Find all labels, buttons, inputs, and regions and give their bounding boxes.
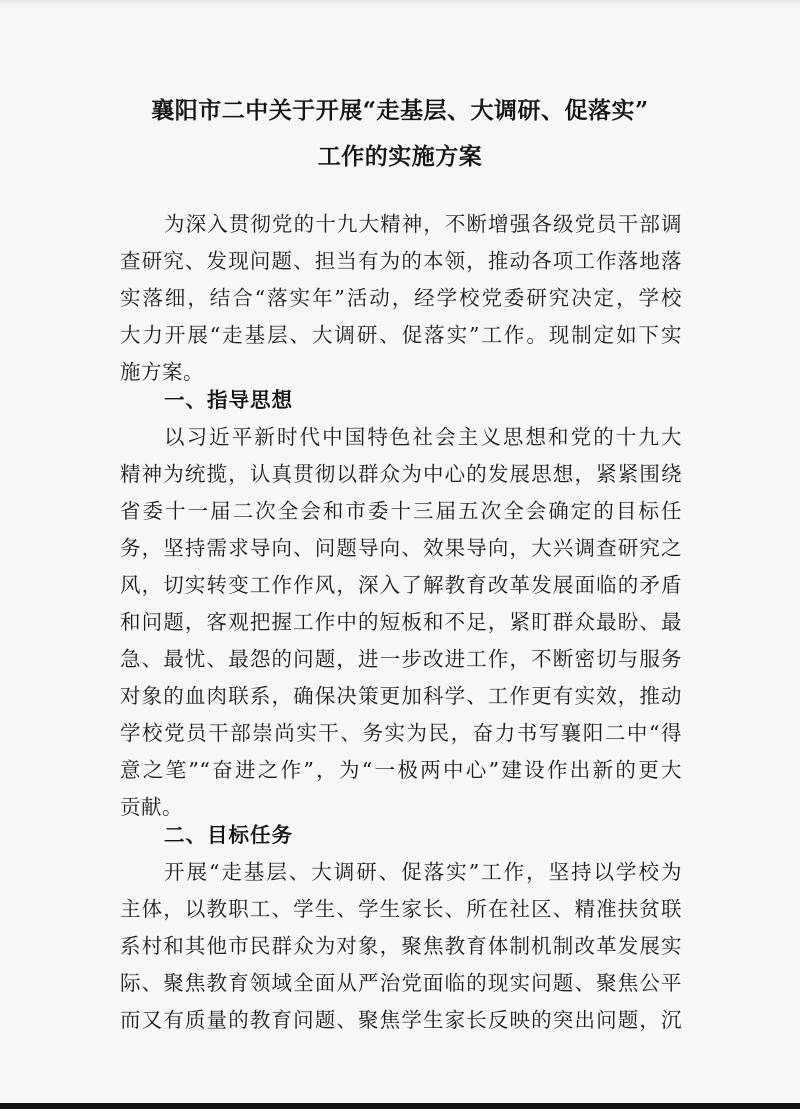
document-title-line-2: 工作的实施方案 bbox=[317, 143, 483, 170]
intro-line: 施方案。 bbox=[120, 360, 204, 384]
intro-line: 查研究、发现问题、担当有为的本领，推动各项工作落地落 bbox=[120, 249, 682, 273]
section1-line: 对象的血肉联系，确保决策更加科学、工作更有实效，推动 bbox=[120, 684, 682, 708]
section1-line: 风，切实转变工作作风，深入了解教育改革发展面临的矛盾 bbox=[120, 573, 682, 597]
section2-line: 主体，以教职工、学生、学生家长、所在社区、精准扶贫联 bbox=[120, 897, 682, 921]
intro-line: 实落细，结合“落实年”活动，经学校党委研究决定，学校 bbox=[120, 286, 682, 310]
section1-line: 学校党员干部崇尚实干、务实为民，奋力书写襄阳二中“得 bbox=[120, 721, 682, 745]
section1-line: 务，坚持需求导向、问题导向、效果导向，大兴调查研究之 bbox=[120, 536, 682, 560]
intro-line: 大力开展“走基层、大调研、促落实”工作。现制定如下实 bbox=[120, 323, 682, 347]
section1-line: 精神为统揽，认真贯彻以群众为中心的发展思想，紧紧围绕 bbox=[120, 462, 682, 486]
section2-line: 际、聚焦教育领域全面从严治党面临的现实问题、聚焦公平 bbox=[120, 971, 682, 995]
section2-line: 开展“走基层、大调研、促落实”工作，坚持以学校为 bbox=[164, 860, 682, 884]
section1-line: 意之笔”“奋进之作”，为“一极两中心”建设作出新的更大 bbox=[120, 758, 682, 782]
section1-line: 省委十一届二次全会和市委十三届五次全会确定的目标任 bbox=[120, 499, 682, 523]
document-title-line-1: 襄阳市二中关于开展“走基层、大调研、促落实” bbox=[151, 97, 649, 124]
section2-line: 系村和其他市民群众为对象，聚焦教育体制机制改革发展实 bbox=[120, 934, 682, 958]
section2-line: 而又有质量的教育问题、聚焦学生家长反映的突出问题，沉 bbox=[120, 1008, 682, 1032]
scan-bottom-edge bbox=[0, 1103, 800, 1109]
intro-line: 为深入贯彻党的十九大精神，不断增强各级党员干部调 bbox=[164, 212, 682, 236]
section1-line: 以习近平新时代中国特色社会主义思想和党的十九大 bbox=[164, 425, 682, 449]
section-heading-guiding-ideology: 一、指导思想 bbox=[164, 388, 293, 412]
section-heading-objectives: 二、目标任务 bbox=[164, 823, 293, 847]
scan-top-edge bbox=[0, 0, 800, 6]
section1-line: 贡献。 bbox=[120, 795, 183, 819]
section1-line: 和问题，客观把握工作中的短板和不足，紧盯群众最盼、最 bbox=[120, 610, 682, 634]
section1-line: 急、最忧、最怨的问题，进一步改进工作，不断密切与服务 bbox=[120, 647, 682, 671]
